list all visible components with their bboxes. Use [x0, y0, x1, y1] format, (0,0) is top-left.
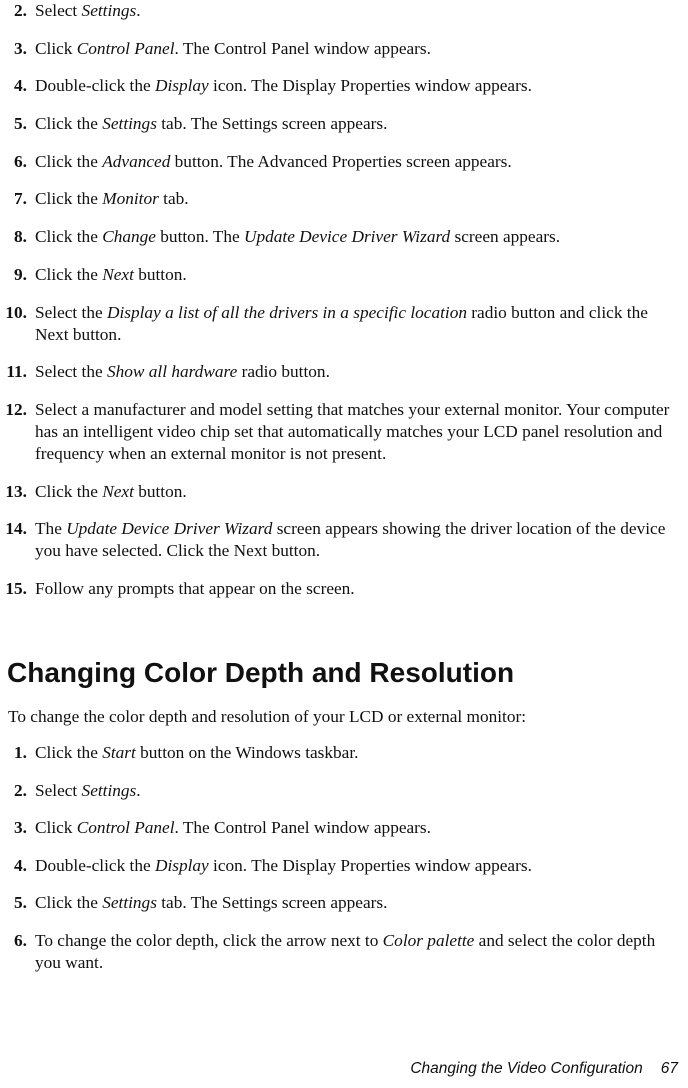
section-heading: Changing Color Depth and Resolution: [7, 657, 515, 688]
step-text: .: [136, 780, 141, 800]
step-text: button.: [133, 264, 187, 284]
step-number: 4.: [14, 855, 27, 875]
list-item: [0, 188, 688, 210]
step-text: Click the: [35, 189, 103, 209]
emphasized-term: Control Panel: [76, 38, 175, 58]
list-item: [0, 151, 688, 173]
step-number: 10.: [5, 302, 27, 322]
emphasized-term: Settings: [81, 780, 137, 800]
step-text: Select: [35, 780, 82, 800]
step-number: 5.: [14, 114, 27, 134]
step-text: Click the: [35, 264, 103, 284]
list-item: [0, 302, 688, 346]
list-item: [0, 930, 688, 974]
list-item: [0, 113, 688, 135]
step-text: screen appears.: [450, 227, 561, 247]
step-number: 5.: [14, 893, 27, 912]
list-item: [0, 892, 688, 914]
step-number: 6.: [14, 151, 27, 171]
step-text: icon. The Display Properties window appears.: [208, 76, 532, 96]
list-item: [0, 361, 688, 383]
step-text: tab. The Settings screen appears.: [156, 114, 388, 134]
emphasized-term: Next: [102, 264, 134, 284]
list-item: [0, 226, 688, 248]
list-item: [0, 817, 688, 839]
step-text: radio button and click the Next button.: [35, 302, 648, 344]
step-number: 2.: [14, 780, 27, 800]
step-number: 11.: [6, 362, 27, 382]
step-text: Select the: [35, 302, 107, 322]
step-number: 1.: [14, 743, 27, 762]
list-item: [0, 481, 688, 503]
step-text: Double-click the: [35, 76, 155, 96]
list-item: [0, 578, 688, 600]
step-text: and select the color depth you want.: [35, 930, 656, 972]
page-number: 67: [660, 1060, 678, 1077]
step-text: The: [35, 519, 67, 539]
step-text: Select: [35, 1, 82, 20]
emphasized-term: Display: [154, 76, 209, 96]
step-text: button. The: [155, 227, 244, 247]
step-text: Click the: [35, 893, 103, 912]
instruction-list-color-depth: [0, 742, 688, 989]
emphasized-term: Settings: [102, 893, 157, 912]
step-number: 6.: [14, 930, 27, 950]
emphasized-term: Update Device Driver Wizard: [66, 519, 273, 539]
emphasized-term: Control Panel: [76, 818, 175, 837]
list-item: [0, 0, 688, 22]
step-text: tab.: [158, 189, 189, 209]
list-item: [0, 780, 688, 802]
emphasized-term: Change: [102, 227, 156, 247]
step-text: tab. The Settings screen appears.: [156, 893, 388, 912]
step-text: Click the: [35, 743, 103, 762]
step-text: button.: [133, 481, 187, 501]
step-text: icon. The Display Properties window appears.: [208, 855, 532, 875]
step-number: 15.: [5, 578, 27, 598]
step-number: 14.: [5, 519, 27, 539]
emphasized-term: Start: [102, 743, 136, 762]
emphasized-term: Advanced: [102, 151, 171, 171]
section-intro: To change the color depth and resolution of your LCD or external monitor:: [8, 707, 527, 726]
step-number: 9.: [14, 264, 27, 284]
step-text: . The Control Panel window appears.: [174, 38, 431, 58]
step-text: . The Control Panel window appears.: [174, 818, 431, 837]
step-text: Click the: [35, 481, 103, 501]
emphasized-term: Display: [154, 855, 209, 875]
emphasized-term: Color palette: [382, 930, 475, 950]
page-footer: [410, 1059, 678, 1079]
step-text: Click the: [35, 227, 103, 247]
step-number: 2.: [14, 1, 27, 20]
running-title: Changing the Video Configuration: [410, 1060, 643, 1077]
list-item: [0, 518, 688, 562]
step-number: 12.: [5, 399, 27, 419]
list-item: [0, 75, 688, 97]
step-text: Double-click the: [35, 855, 155, 875]
step-text: Click the: [35, 151, 103, 171]
list-item: [0, 264, 688, 286]
list-item: [0, 742, 688, 764]
emphasized-term: Next: [102, 481, 134, 501]
emphasized-term: Update Device Driver Wizard: [243, 227, 451, 247]
step-text: screen appears showing the driver location of the device you have selected. Click the Next button.: [35, 519, 666, 561]
step-number: 3.: [14, 38, 27, 58]
emphasized-term: Settings: [102, 114, 157, 134]
step-number: 8.: [14, 227, 27, 247]
step-text: To change the color depth, click the arrow next to: [35, 930, 383, 950]
step-text: Select the: [35, 362, 107, 382]
emphasized-term: Settings: [81, 1, 137, 20]
emphasized-term: Display a list of all the drivers in a specific location: [106, 302, 467, 322]
step-text: Click the: [35, 114, 103, 134]
list-item: [0, 855, 688, 877]
list-item: [0, 399, 688, 465]
step-number: 13.: [5, 481, 27, 501]
step-text: Click: [35, 38, 77, 58]
step-number: 4.: [14, 76, 27, 96]
step-text: Follow any prompts that appear on the screen.: [35, 578, 355, 598]
emphasized-term: Show all hardware: [106, 362, 238, 382]
step-text: .: [136, 1, 141, 20]
emphasized-term: Monitor: [102, 189, 159, 209]
list-item: [0, 38, 688, 60]
step-number: 3.: [14, 818, 27, 837]
step-text: Select a manufacturer and model setting that matches your external monitor. Your computer has an intelligent video chip set that automatically matches your LCD panel resolution and frequency when an external monitor is not present.: [35, 399, 670, 463]
step-text: Click: [35, 818, 77, 837]
step-number: 7.: [14, 189, 27, 209]
step-text: radio button.: [237, 362, 330, 382]
step-text: button on the Windows taskbar.: [135, 743, 359, 762]
step-text: button. The Advanced Properties screen appears.: [170, 151, 512, 171]
